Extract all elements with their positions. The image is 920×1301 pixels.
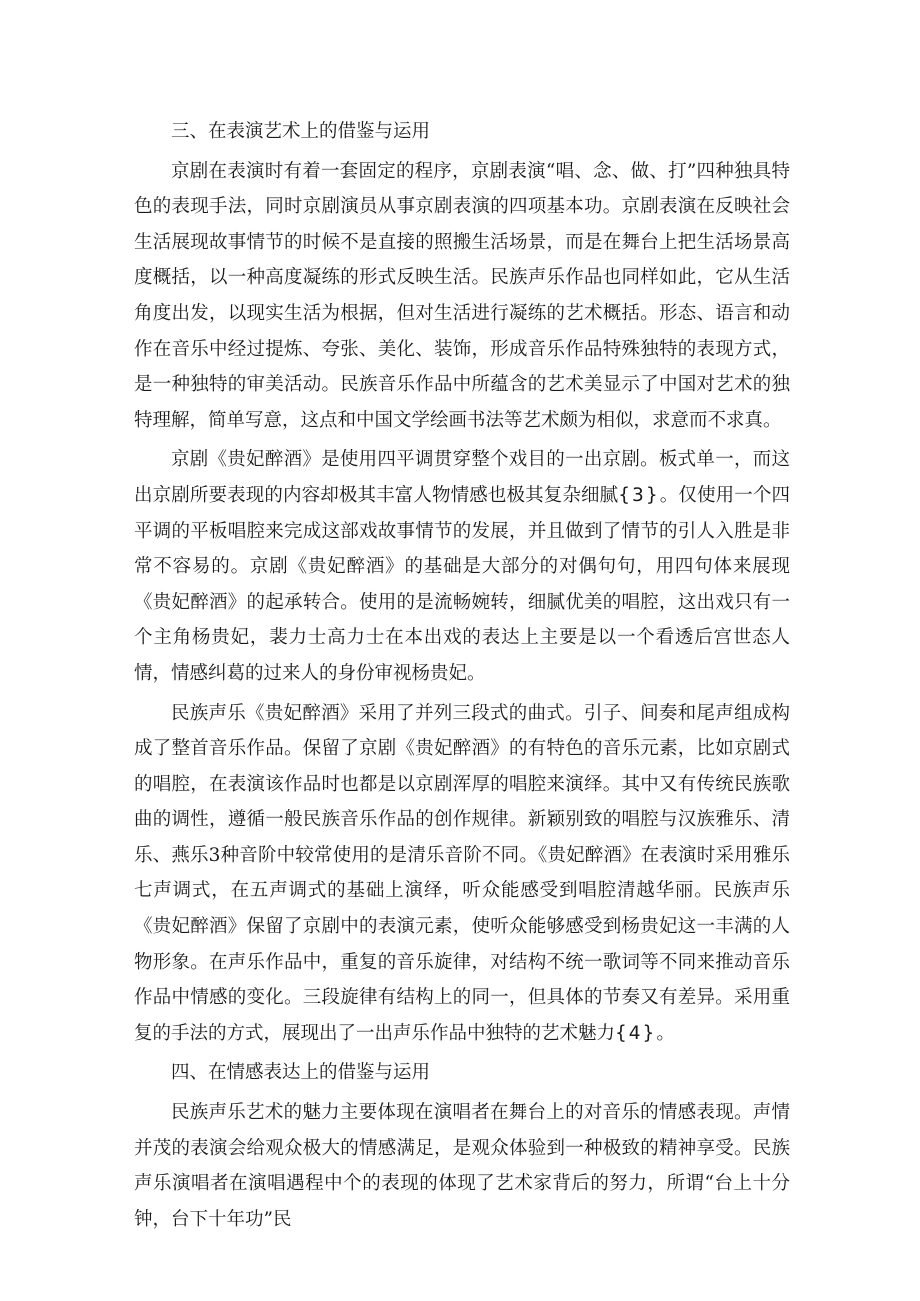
paragraph-text: 京剧《贵妃醉酒》是使用四平调贯穿整个戏目的一出京剧。板式单一，而这出京剧所要表现的内容却极其丰富人物情感也极其复杂细腻	[134, 449, 790, 506]
section-4-heading: 四、在情感表达上的借鉴与运用	[171, 1062, 431, 1084]
paragraph-guifei-zuijiu-vocal	[134, 696, 790, 1052]
section-3-heading: 三、在表演艺术上的借鉴与运用	[171, 121, 431, 142]
citation-ref-4: {4}	[615, 1022, 657, 1044]
paragraph-text: 民族声乐《贵妃醉酒》采用了并列三段式的曲式。引子、间奏和尾声组成构成了整首音乐作品。保留了京剧《贵妃醉酒》的有特色的音乐元素，比如京剧式的唱腔，在表演该作品时也都是以京剧浑厚的唱腔来演绎。其中又有传统民族歌曲的调性，遵循一般民族音乐作品的创作规律。新颖别致的唱腔与汉族雅乐、清乐、燕乐3种音阶中较常使用的是清乐音阶不同。《贵妃醉酒》在表演时采用雅乐七声调式，在五声调式的基础上演绎，听众能感受到唱腔清越华丽。民族声乐《贵妃醉酒》保留了京剧中的表演元素，使听众能够感受到杨贵妃这一丰满的人物形象。在声乐作品中，重复的音乐旋律，对结构不统一歌词等不同来推动音乐作品中情感的变化。三段旋律有结构上的同一，但具体的节奏又有差异。采用重复的手法的方式，展现出了一出声乐作品中独特的艺术魅力	[134, 702, 790, 1044]
paragraph-text: 。仅使用一个四平调的平板唱腔来完成这部戏故事情节的发展，并且做到了情节的引人入胜是非常不容易的。京剧《贵妃醉酒》的基础是大部分的对偶句句，用四句体来展现《贵妃醉酒》的起承转合。使用的是流畅婉转，细腻优美的唱腔，这出戏只有一个主角杨贵妃，裴力士高力士在本出戏的表达上主要是以一个看透后宫世态人情，情感纠葛的过来人的身份审视杨贵妃。	[134, 484, 790, 684]
paragraph-guifei-zuijiu-opera	[134, 442, 790, 691]
citation-ref-3: {3}	[618, 484, 660, 506]
paragraph-peking-opera-performance: 京剧在表演时有着一套固定的程序，京剧表演“唱、念、做、打”四种独具特色的表现手法，同时京剧演员从事京剧表演的四项基本功。京剧表演在反映社会生活展现故事情节的时候不是直接的照搬生活场景，而是在舞台上把生活场景高度概括，以一种高度凝练的形式反映生活。民族声乐作品也同样如此，它从生活角度出发，以现实生活为根据，但对生活进行凝练的艺术概括。形态、语言和动作在音乐中经过提炼、夸张、美化、装饰，形成音乐作品特殊独特的表现方式，是一种独特的审美活动。民族音乐作品中所蕴含的艺术美显示了中国对艺术的独特理解，简单写意，这点和中国文学绘画书法等艺术颇为相似，求意而不求真。	[134, 160, 790, 431]
paragraph-emotional-expression: 民族声乐艺术的魅力主要体现在演唱者在舞台上的对音乐的情感表现。声情并茂的表演会给观众极大的情感满足，是观众体验到一种极致的精神享受。民族声乐演唱者在演唱遇程中个的表现的体现了艺术家背后的努力，所谓“台上十分钟，台下十年功”民	[134, 1102, 790, 1230]
paragraph-text: 。	[656, 1022, 675, 1044]
document-page	[134, 114, 790, 1237]
